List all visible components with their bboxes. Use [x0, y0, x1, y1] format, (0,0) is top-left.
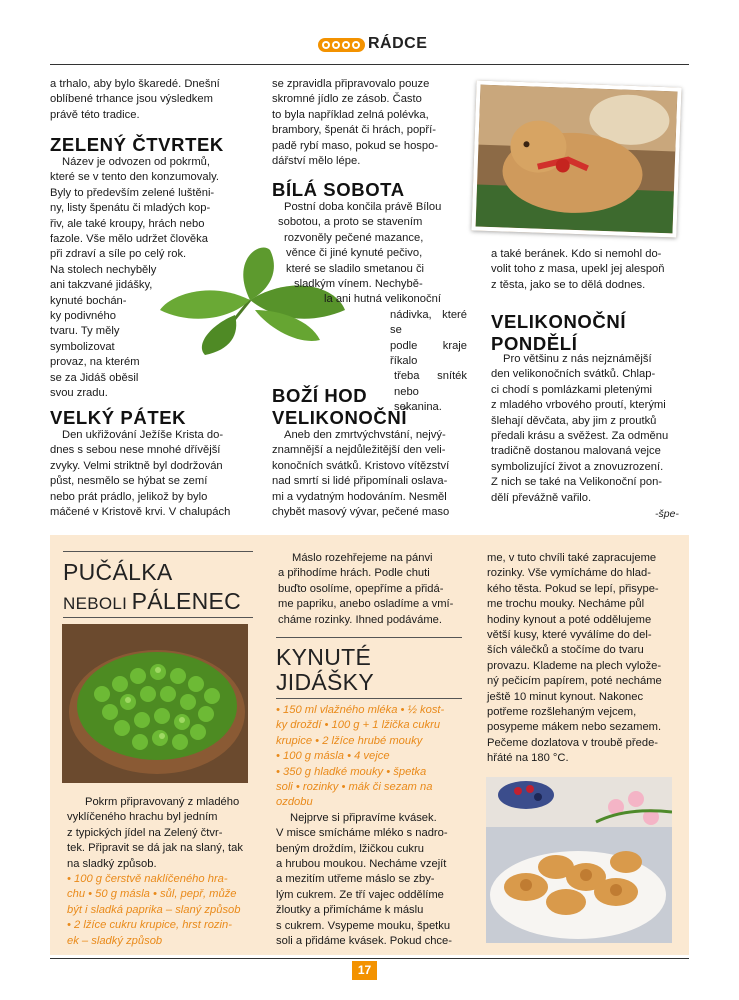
text-line: padě rybí maso, pokud se hospo- — [272, 139, 439, 152]
text-line: hodiny kynout a poté oddělujeme — [487, 613, 652, 626]
text-line: se zpravidla připravovalo pouze — [272, 78, 430, 90]
text-line: skromné jídlo ze zásob. Často — [272, 93, 422, 106]
author-signature: -špe- — [655, 508, 679, 520]
text-line: z těsta, jako se to dělá dodnes. — [491, 278, 646, 291]
text-line: s cukrem. Vsypeme mouku, špetku — [276, 919, 451, 932]
text-line: provaz, na kterém — [50, 356, 140, 369]
text-line: sladkým vínem. Nechybě- — [294, 278, 423, 291]
text-line: a hrubou moukou. Necháme vzejít — [276, 858, 447, 871]
pucalka-text — [63, 795, 258, 949]
ingredient-line: • 100 g čerstvě naklíčeného hra- — [67, 873, 228, 886]
text-line: sobotou, a proto se stavením — [278, 216, 423, 229]
text-line: V misce smícháme mléko s nadro- — [276, 827, 448, 840]
ingredient-line: ky droždí • 100 g + 1 lžička cukru — [276, 719, 441, 732]
title-word: NEBOLI — [63, 594, 128, 613]
ingredient-line: soli • rozinky • mák či sezam na — [276, 781, 433, 794]
pucalka-method — [274, 551, 470, 628]
text-line: Na stolech nechyběly — [50, 263, 157, 276]
text-line: Název je odvozen od pokrmů, — [62, 156, 211, 168]
sprouted-peas-photo — [62, 624, 248, 783]
text-line: předali krásu a svěžest. Za odměnu — [491, 430, 669, 443]
text-line: Nejprve si připravíme kvásek. — [290, 811, 437, 824]
text-line: den velikonočních svátků. Chlap- — [491, 368, 656, 381]
text-line: la ani hutná velikonoční — [324, 293, 441, 306]
text-line: na sladký způsob. — [67, 857, 157, 870]
text-line: ani takzvané jidášky, — [50, 279, 153, 292]
text-line: rozinky. Vše vymícháme do hlad- — [487, 567, 651, 580]
text-line: větší kusy, které vyválíme do del- — [487, 629, 652, 642]
heading-pondeli-2: PONDĚLÍ — [491, 333, 578, 354]
text-line: z mladého vrbového proutí, kterými — [491, 399, 666, 412]
text-line: posypeme mákem nebo sezamem. — [487, 721, 662, 734]
heading-velky-patek: VELKÝ PÁTEK — [50, 407, 187, 428]
text-line: Máslo rozehřejeme na pánvi — [292, 552, 433, 564]
text-line: a přihodíme hrách. Podle chuti — [278, 567, 430, 580]
ingredient-line: ek – sladký způsob — [67, 934, 163, 947]
text-line: brambory, špenát či hrách, popří- — [272, 124, 436, 137]
jidasky-text — [276, 703, 466, 950]
box-rule — [63, 617, 253, 618]
text-line: tvaru. Ty měly — [50, 325, 120, 338]
bozi-hod-text — [272, 428, 467, 520]
text-line: Pro většinu z nás nejznámější — [503, 353, 652, 365]
text-line: ny, listy špenátu či mladých kop- — [50, 202, 211, 215]
ingredient-line: • 100 g másla • 4 vejce — [276, 750, 390, 763]
text-line: rozvoněly pečené mazance, — [284, 231, 424, 244]
text-line: Z nich se také na Velikonoční pon- — [491, 476, 663, 489]
col1-intro — [50, 77, 245, 123]
column-3-intro — [491, 247, 687, 293]
text-line: znamnější a nejdůležitější den veli- — [272, 444, 446, 457]
column-1 — [50, 77, 245, 123]
magazine-name: RÁDCE — [368, 35, 428, 52]
text-line: potřeme rozšlehaným vejcem, — [487, 706, 637, 719]
text-line: věnce či jiné kynuté pečivo, — [286, 247, 423, 260]
text-line: při zdraví a síle po celý rok. — [50, 248, 187, 261]
ingredient-line: • 150 ml vlažného mléka • ½ kost- — [276, 704, 445, 716]
page-number: 17 — [352, 961, 377, 980]
text-line: Pokrm připravovaný z mladého — [85, 796, 240, 808]
text-line: oblíbené trhance jsou výsledkem — [50, 93, 213, 106]
lamb-cake-photo-icon — [476, 85, 678, 234]
text-line: mi a vydatným hodováním. Nesměl — [272, 490, 447, 503]
text-line: me trochu mouky. Necháme půl — [487, 598, 645, 611]
heading-zeleny-ctvrtek: ZELENÝ ČTVRTEK — [50, 134, 224, 155]
text-line: právě této tradice. — [50, 108, 140, 121]
pondeli-text — [491, 352, 687, 506]
jidasky-method — [487, 551, 679, 767]
text-line: z typických jídel na Zelený čtvr- — [67, 826, 223, 839]
text-line: a také beránek. Kdo si nemohl do- — [491, 248, 662, 260]
text-line: půst, nesmělo se hýbat se zemí — [50, 475, 208, 488]
box-rule — [276, 698, 462, 699]
svg-text:COOP: COOP — [339, 48, 343, 49]
text-line: které se v tento den konzumovaly. — [50, 171, 219, 184]
text-line: a mezitím utřeme máslo se zby- — [276, 873, 435, 886]
column-2-intro — [272, 77, 467, 169]
text-line: ky podivného — [50, 310, 116, 323]
recipe-title-pucalka: PUČÁLKA — [63, 559, 173, 585]
text-line: dářství mělo lépe. — [272, 155, 361, 168]
ingredient-line: ozdobu — [276, 796, 313, 809]
jidasky-pastry-photo — [486, 777, 672, 943]
text-line: Aneb den zmrtvýchvstání, nejvý- — [284, 429, 446, 441]
text-line: zvyky. Velmi striktně byl dodržován — [50, 459, 223, 472]
ingredient-line: • 350 g hladké mouky • špetka — [276, 765, 427, 778]
velky-patek-text — [50, 428, 245, 520]
text-line: ještě 10 minut kynout. Nakonec — [487, 690, 644, 703]
text-line: cháme rozinky. Ihned podáváme. — [278, 613, 442, 626]
text-line: kynuté bochán- — [50, 294, 127, 307]
text-line: volit toho z masa, upekl jej alespoň — [491, 263, 665, 276]
text-line: me papriku, anebo osladíme a vmí- — [278, 598, 454, 611]
ingredient-line: být i sladká paprika – slaný způsob — [67, 903, 241, 916]
ingredient-line: chu • 50 g másla • sůl, pepř, může — [67, 888, 237, 901]
text-line: Postní doba končila právě Bílou — [284, 201, 442, 213]
ingredient-line: • 2 lžíce cukru krupice, hrst rozin- — [67, 919, 232, 932]
jidasky-pastry-photo-icon — [486, 777, 672, 943]
text-line: chybět masový vývar, pečené maso — [272, 506, 450, 519]
text-line: nebo prát prádlo, jelikož by bylo — [50, 490, 208, 503]
text-line: symbolizující život a znovuzrození. — [491, 460, 664, 473]
text-line: dnes s sebou nese mnohé dřívější — [50, 444, 221, 457]
footer-rule — [50, 958, 689, 959]
text-line: svou zradu. — [50, 387, 108, 400]
text-line: buďto osolíme, opepříme a přidá- — [278, 582, 444, 595]
text-line: lým cukrem. Ze tří vajec oddělíme — [276, 888, 444, 901]
text-line: kého těsta. Pokud se lepí, přisype- — [487, 582, 659, 595]
header-rule — [50, 64, 689, 65]
heading-bozi-hod-2: VELIKONOČNÍ — [272, 407, 408, 428]
text-line: sekanina. — [394, 401, 442, 414]
text-line: provazu. Klademe na plech vylože- — [487, 659, 662, 672]
text-line: nádivka, které se — [390, 308, 467, 337]
recipe-title-pucalka-2 — [63, 588, 241, 615]
text-line: to byla například zelná polévka, — [272, 108, 429, 121]
text-line: beným droždím, lžičkou cukru — [276, 842, 424, 855]
text-line: nad smrtí si lidé připomínali oslava- — [272, 475, 448, 488]
lamb-cake-photo — [471, 80, 681, 237]
text-line: fazole. Vše mělo udržet člověka — [50, 233, 208, 246]
recipe-title-jidasky-1: KYNUTÉ — [276, 644, 372, 670]
text-line: žloutky a přimícháme k máslu — [276, 904, 424, 917]
text-line: soli a přidáme kvásek. Pokud chce- — [276, 935, 452, 948]
coop-logo-icon — [318, 36, 365, 54]
box-rule-top — [63, 551, 253, 552]
text-line: podle kraje říkalo — [390, 339, 467, 368]
heading-bozi-hod-1: BOŽÍ HOD — [272, 385, 368, 406]
text-line: konočních svátků. Kristovo vítězství — [272, 459, 450, 472]
sprouted-peas-photo-icon — [62, 624, 248, 783]
text-line: které se sladilo smetanou či — [286, 262, 425, 275]
text-line: řiv, ale také kroupy, hrách nebo — [50, 217, 205, 230]
text-line: dělí převážně vařilo. — [491, 491, 592, 504]
text-line: ci chodí s pomlázkami pletenými — [491, 383, 653, 396]
text-line: Den ukřižování Ježíše Krista do- — [62, 429, 224, 441]
title-word: PÁLENEC — [131, 588, 242, 614]
box-rule — [276, 637, 462, 638]
text-line: se za Jidáš oběsil — [50, 371, 139, 384]
page-header — [0, 0, 739, 66]
text-line: ný pečicím papírem, poté necháme — [487, 675, 662, 688]
text-line: a trhalo, aby bylo škaredé. Dnešní — [50, 78, 220, 90]
text-line: máčené v Kristově krvi. V chalupách — [50, 506, 231, 519]
text-line: tradičně dostanou malovaná vejce — [491, 445, 661, 458]
text-line: hřáté na 180 °C. — [487, 752, 569, 765]
text-line: me, v tuto chvíli také zapracujeme — [487, 552, 657, 564]
recipe-title-jidasky-2: JIDÁŠKY — [276, 669, 374, 695]
text-line: ších válečků a stočíme do tvaru — [487, 644, 644, 657]
heading-bila-sobota: BÍLÁ SOBOTA — [272, 179, 405, 200]
heading-pondeli-1: VELIKONOČNÍ — [491, 311, 627, 332]
text-line: Byly to především zelené luštěni- — [50, 186, 215, 199]
text-line: symbolizovat — [50, 340, 115, 353]
bila-sobota-text — [272, 200, 467, 416]
text-line: třeba sníték nebo — [394, 370, 467, 398]
text-line: tek. Připravit se dá jak na slaný, tak — [67, 842, 243, 855]
text-line: vyklíčeného hrachu byl jedním — [67, 811, 218, 824]
text-line: šlehají děvčata, aby jim z proutků — [491, 414, 657, 427]
ingredient-line: krupice • 2 lžíce hrubé mouky — [276, 734, 423, 747]
text-line: Pečeme dozlatova v troubě přede- — [487, 736, 659, 749]
